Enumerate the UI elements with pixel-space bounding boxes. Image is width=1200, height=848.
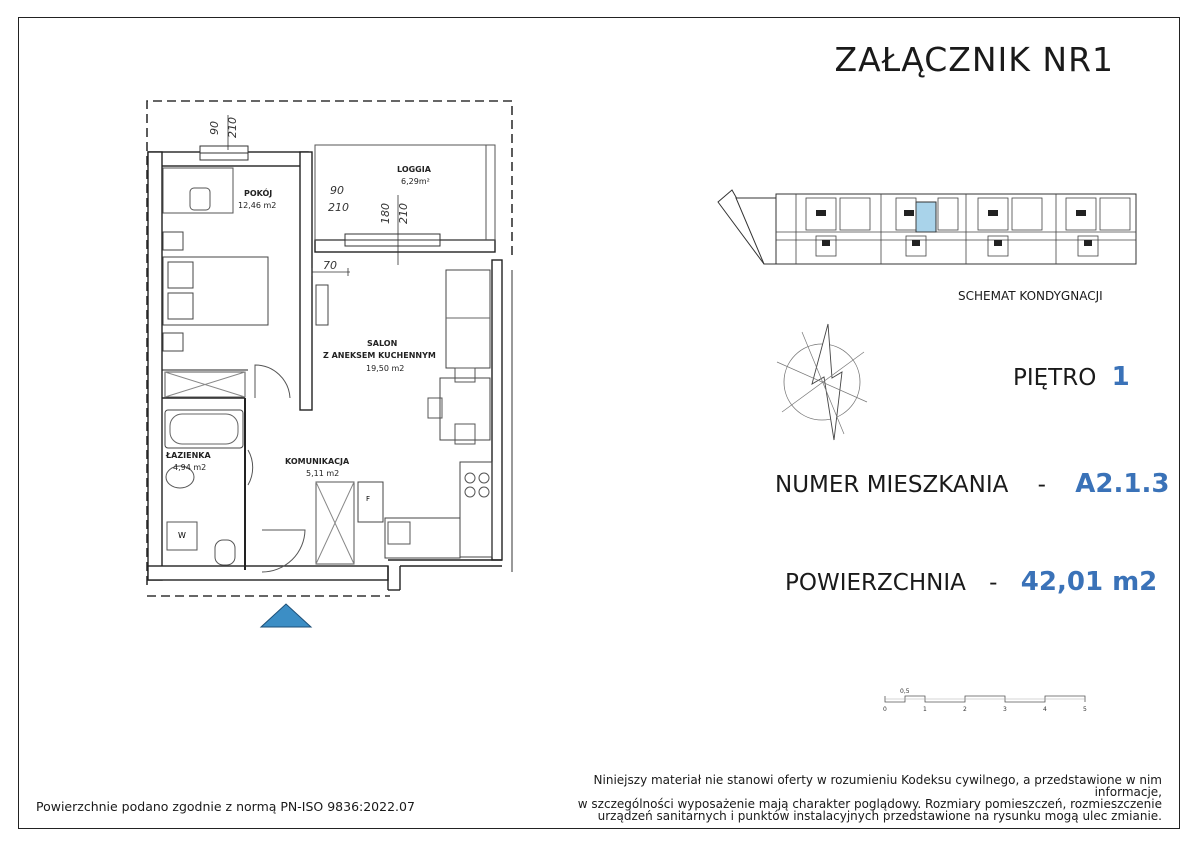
fridge [358,482,383,522]
dim-wall: 70 [323,259,337,272]
disclaimer-line: Niniejszy materiał nie stanowi oferty w rozumieniu Kodeksu cywilnego, a przedstawione w nim informacje, [593,773,1162,799]
floor-label: PIĘTRO [1013,365,1097,391]
dim-door-loggia-w: 90 [330,184,344,197]
area-info [785,567,1157,597]
apartment-number-info [775,469,1169,499]
entrance-marker [261,604,311,627]
norm-note: Powierzchnie podano zgodnie z normą PN-ISO 9836:2022.07 [36,799,415,814]
tv-unit [316,285,328,325]
toilet [215,540,235,565]
area-value: 42,01 m2 [1020,567,1158,597]
disclaimer [562,774,1162,822]
label-salon-2: Z ANEKSEM KUCHENNYM [323,351,436,360]
dim-window-loggia-w: 180 [379,203,392,224]
scale-tick-label: 3 [1003,706,1007,713]
door-pokoj [255,365,290,398]
floor-plan [0,0,600,640]
highlighted-unit [916,202,936,232]
dim-door-loggia-h: 210 [328,201,349,214]
dim-window-loggia-h: 210 [397,203,410,224]
washer-label: W [178,531,186,540]
bed [163,232,268,351]
area-lazienka: 4,94 m2 [173,463,207,472]
door-lazienka [248,450,253,485]
plot-boundary [147,101,512,585]
scale-half: 0,5 [900,688,910,695]
area-komunikacja: 5,11 m2 [306,469,340,478]
compass-icon [772,322,872,442]
label-lazienka: ŁAZIENKA [166,451,211,460]
scale-tick-label: 2 [963,706,967,713]
apartment-number-label: NUMER MIESZKANIA [775,472,1009,498]
sofa [446,270,490,368]
dim-window-top-h: 210 [226,117,239,138]
scale-tick-label: 5 [1083,706,1087,713]
area-loggia: 6,29m² [401,177,430,186]
building-schema [716,188,1141,268]
area-pokoj: 12,46 m2 [238,201,277,210]
scale-tick-label: 0 [883,706,887,713]
apartment-number-value: A2.1.3 [1075,469,1170,499]
desk [163,168,233,213]
scale-bar [878,684,1093,714]
fridge-label: F [366,495,371,503]
label-loggia: LOGGIA [397,165,431,174]
area-label: POWIERZCHNIA [785,570,966,596]
scale-tick-label: 4 [1043,706,1047,713]
dim-window-top-w: 90 [208,121,221,135]
floor-info [1013,362,1130,392]
apartment-number-sep: - [1037,472,1046,498]
label-pokoj: POKÓJ [244,189,273,198]
dining-table [440,378,490,440]
floor-value: 1 [1111,362,1130,392]
scale-tick-label: 1 [923,706,927,713]
area-salon: 19,50 m2 [366,364,405,373]
label-salon: SALON [367,339,398,348]
page-title: ZAŁĄCZNIK NR1 [834,40,1114,79]
disclaimer-line: w szczególności wyposażenie mają charakter poglądowy. Rozmiary pomieszczeń, rozmieszczenie [577,797,1162,811]
area-sep: - [989,570,998,596]
label-komunikacja: KOMUNIKACJA [285,457,350,466]
desk-chair [190,188,210,210]
disclaimer-line: urządzeń sanitarnych i punktów instalacyjnych przedstawione na rysunku mogą ulec zmianie. [597,809,1162,823]
schema-label: SCHEMAT KONDYGNACJI [958,289,1103,303]
walls [148,152,502,590]
